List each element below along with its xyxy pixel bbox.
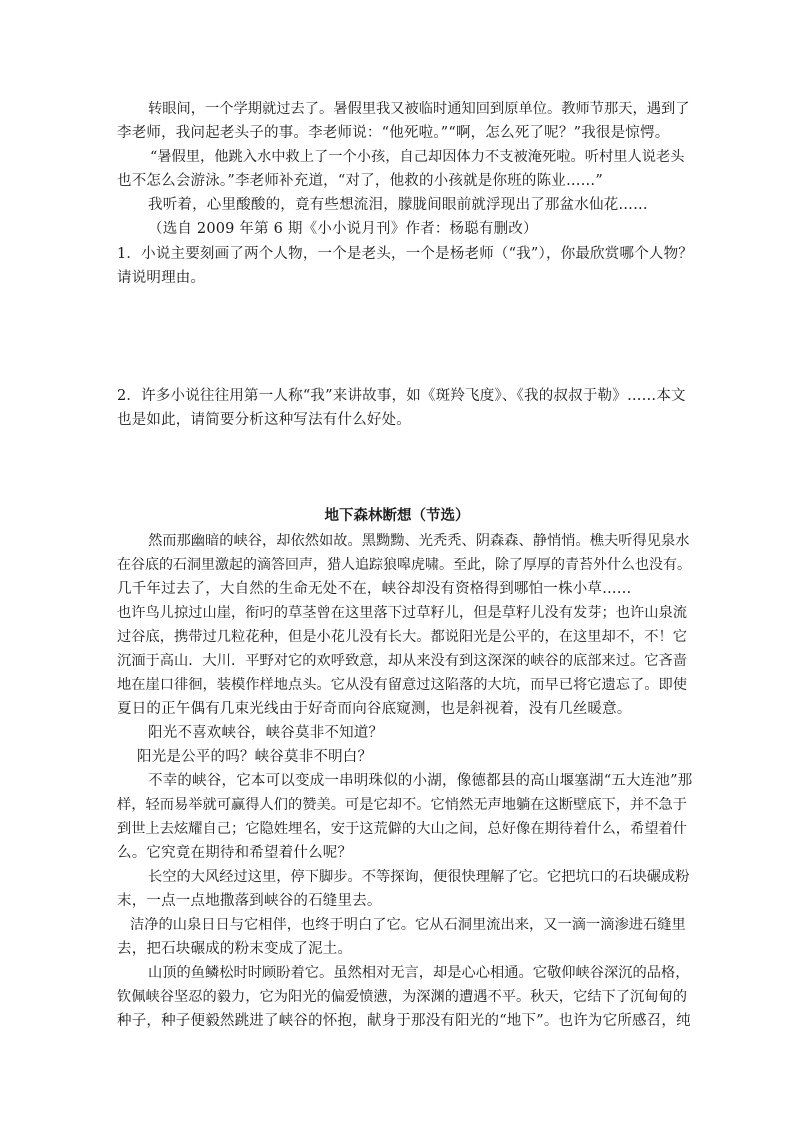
article-line: 地在崖口徘徊，装模作样地点头。它从没有留意过这陷落的大坑，而早已将它遗忘了。即使 <box>117 677 688 693</box>
article-title: 地下森林断想（节选） <box>324 507 470 524</box>
article-line: 夏日的正午偶有几束光线由于好奇而向谷底窥测，也是斜视着，没有几丝暖意。 <box>117 701 632 717</box>
question-2: 2．许多小说往往用第一人称“我”来讲故事，如《斑羚飞度》、《我的叔叔于勒》……本文 <box>117 388 686 404</box>
article-line: 不幸的峡谷，它本可以变成一串明珠似的小湖，像德都县的高山堰塞湖“五大连池”那 <box>148 773 693 789</box>
story-paragraph-line: 转眼间，一个学期就过去了。暑假里我又被临时通知回到原单位。教师节那天，遇到了 <box>148 101 690 117</box>
article-line: 山顶的鱼鳞松时时顾盼着它。虽然相对无言，却是心心相通。它敬仰峡谷深沉的品格， <box>148 965 690 981</box>
article-line: 阳光不喜欢峡谷，峡谷莫非不知道？ <box>148 725 384 741</box>
article-line: 也许鸟儿掠过山崖，衔叼的草茎曾在这里落下过草籽儿，但是草籽儿没有发芽；也许山泉流 <box>117 605 688 621</box>
question-2-continued: 也是如此，请简要分析这种写法有什么好处。 <box>117 412 411 428</box>
question-1-continued: 请说明理由。 <box>117 270 206 286</box>
article-line: 过谷底，携带过几粒花种，但是小花儿没有长大。都说阳光是公平的，在这里却不，不！它 <box>117 629 688 645</box>
question-1: 1．小说主要刻画了两个人物，一个是老头，一个是杨老师（“我”），你最欣赏哪个人物？ <box>117 246 693 262</box>
article-line: 然而那幽暗的峡谷，却依然如故。黑黝黝、光秃秃、阴森森、静悄悄。樵夫听得见泉水 <box>148 533 690 549</box>
story-paragraph-line: 也不怎么会游泳。”李老师补充道，“对了，他救的小孩就是你班的陈业……” <box>117 173 603 189</box>
article-line: 末，一点一点地撒落到峡谷的石缝里去。 <box>117 893 382 909</box>
article-line: 样，轻而易举就可赢得人们的赞美。可是它却不。它悄然无声地躺在这断壁底下，并不急于 <box>117 797 688 813</box>
article-line: 钦佩峡谷坚忍的毅力，它为阳光的偏爱愤懑，为深渊的遭遇不平。秋天，它结下了沉甸甸的 <box>117 989 688 1005</box>
article-line: 种子，种子便毅然跳进了峡谷的怀抱，献身于那没有阳光的“地下”。也许为它所感召，纯 <box>117 1013 691 1029</box>
article-line: 去，把石块碾成的粉末变成了泥土。 <box>117 941 353 957</box>
story-paragraph-line: “暑假里，他跳入水中救上了一个小孩，自己却因体力不支被淹死啦。听村里人说老头 <box>150 149 685 165</box>
article-line: 长空的大风经过这里，停下脚步。不等探询，便很快理解了它。它把坑口的石块碾成粉 <box>148 869 690 885</box>
article-line: 洁净的山泉日日与它相伴，也终于明白了它。它从石洞里流出来，又一滴一滴渗进石缝里 <box>130 917 686 933</box>
source-citation: （选自 2009 年第 6 期《小小说月刊》作者：杨聪有删改） <box>148 221 538 237</box>
article-line: 几千年过去了，大自然的生命无处不在，峡谷却没有资格得到哪怕一株小草…… <box>117 581 632 597</box>
article-line: 么。它究竟在期待和希望着什么呢？ <box>117 845 353 861</box>
story-paragraph-line: 李老师，我问起老头子的事。李老师说：“他死啦。”“啊，怎么死了呢？”我很是惊愕。 <box>117 125 670 141</box>
article-line: 沉湎于高山．大川．平野对它的欢呼致意，却从来没有到这深深的峡谷的底部来过。它吝啬 <box>117 653 688 669</box>
story-paragraph-line: 我听着，心里酸酸的，竟有些想流泪，朦胧间眼前就浮现出了那盆水仙花…… <box>148 197 648 213</box>
article-line: 到世上去炫耀自己；它隐姓埋名，安于这荒僻的大山之间，总好像在期待着什么，希望着什 <box>117 821 688 837</box>
article-line: 在谷底的石洞里激起的滴答回声，猎人追踪狼嗥虎啸。至此，除了厚厚的青苔外什么也没有。 <box>117 557 691 573</box>
article-line: 阳光是公平的吗？峡谷莫非不明白？ <box>137 749 373 765</box>
